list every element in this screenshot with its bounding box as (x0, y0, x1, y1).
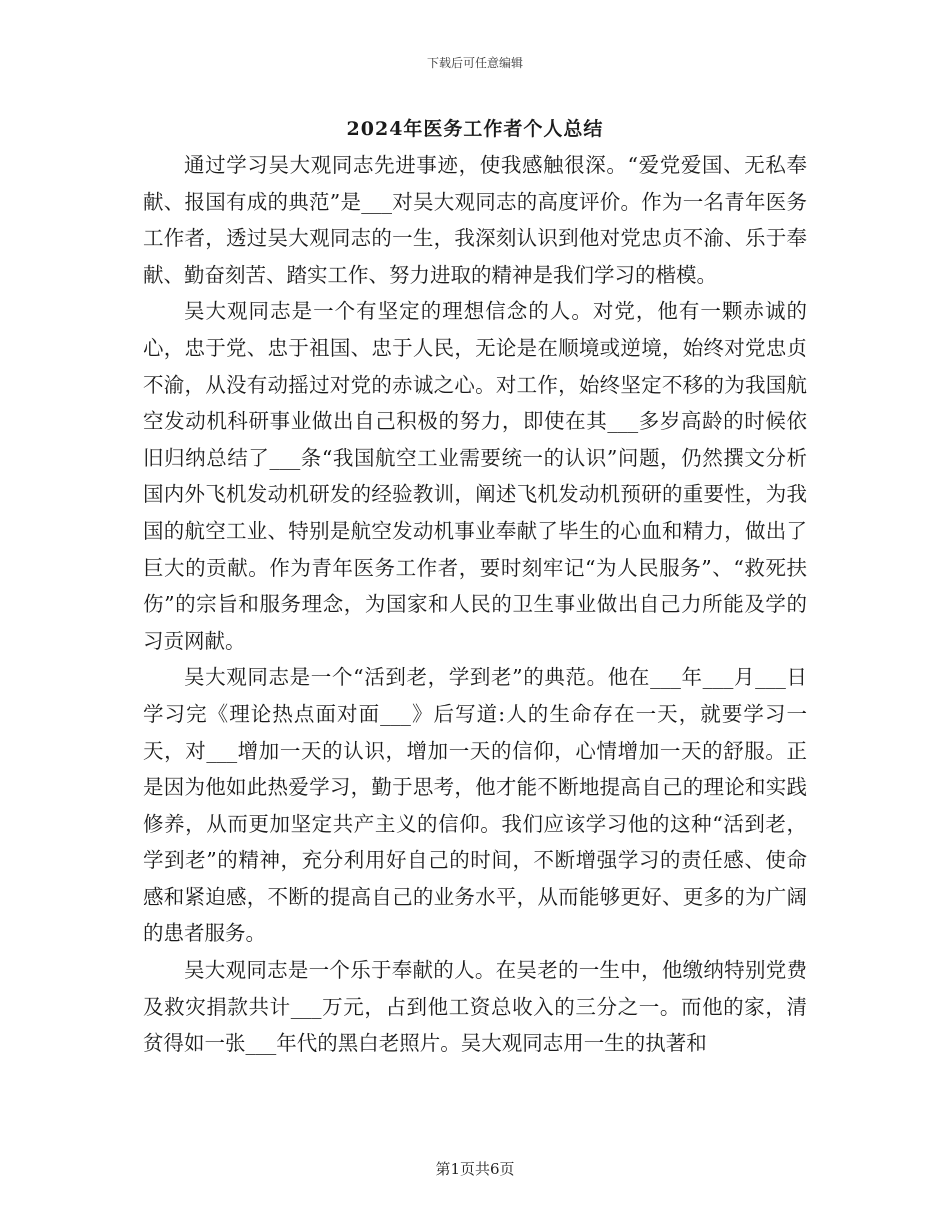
paragraph-2: 吴大观同志是一个有坚定的理想信念的人。对党，他有一颗赤诚的心，忠于党、忠于祖国、忠于人民，无论是在顺境或逆境，始终对党忠贞不渝，从没有动摇过对党的赤诚之心。对工作，始终坚定不移的为我国航空发动机科研事业做出自己积极的努力，即使在其___多岁高龄的时候依旧归纳总结了___条“我国航空工业需要统一的认识”问题，仍然撰文分析国内外飞机发动机研发的经验教训，阐述飞机发动机预研的重要性，为我国的航空工业、特别是航空发动机事业奉献了毕生的心血和精力，做出了巨大的贡献。作为青年医务工作者，要时刻牢记“为人民服务”、“救死扶伤”的宗旨和服务理念，为国家和人民的卫生事业做出自己力所能及学的习贡网献。 (143, 299, 807, 653)
header-note: 下载后可任意编辑 (426, 56, 523, 70)
paragraph-3: 吴大观同志是一个“活到老，学到老”的典范。他在___年___月___日学习完《理论热点面对面___》后写道:人的生命存在一天，就要学习一天，对___增加一天的认识，增加一天的信仰，心情增加一天的舒服。正是因为他如此热爱学习，勤于思考，他才能不断地提高自己的理论和实践修养，从而更加坚定共产主义的信仰。我们应该学习他的这种“活到老，学到老”的精神，充分利用好自己的时间，不断增强学习的责任感、使命感和紧迫感，不断的提高自己的业务水平，从而能够更好、更多的为广阔的患者服务。 (143, 665, 807, 946)
paragraph-1: 通过学习吴大观同志先进事迹，使我感触很深。“爱党爱国、无私奉献、报国有成的典范”是___对吴大观同志的高度评价。作为一名青年医务工作者，透过吴大观同志的一生，我深刻认识到他对党忠贞不渝、乐于奉献、勤奋刻苦、踏实工作、努力进取的精神是我们学习的楷模。 (143, 153, 807, 287)
paragraph-4: 吴大观同志是一个乐于奉献的人。在吴老的一生中，他缴纳特别党费及救灾捐款共计___万元，占到他工资总收入的三分之一。而他的家，清贫得如一张___年代的黑白老照片。吴大观同志用一生的执著和 (143, 958, 807, 1056)
page-number: 第1页共6页 (435, 1160, 515, 1178)
document-title: 2024年医务工作者个人总结 (346, 118, 604, 140)
document-body (143, 147, 807, 1062)
